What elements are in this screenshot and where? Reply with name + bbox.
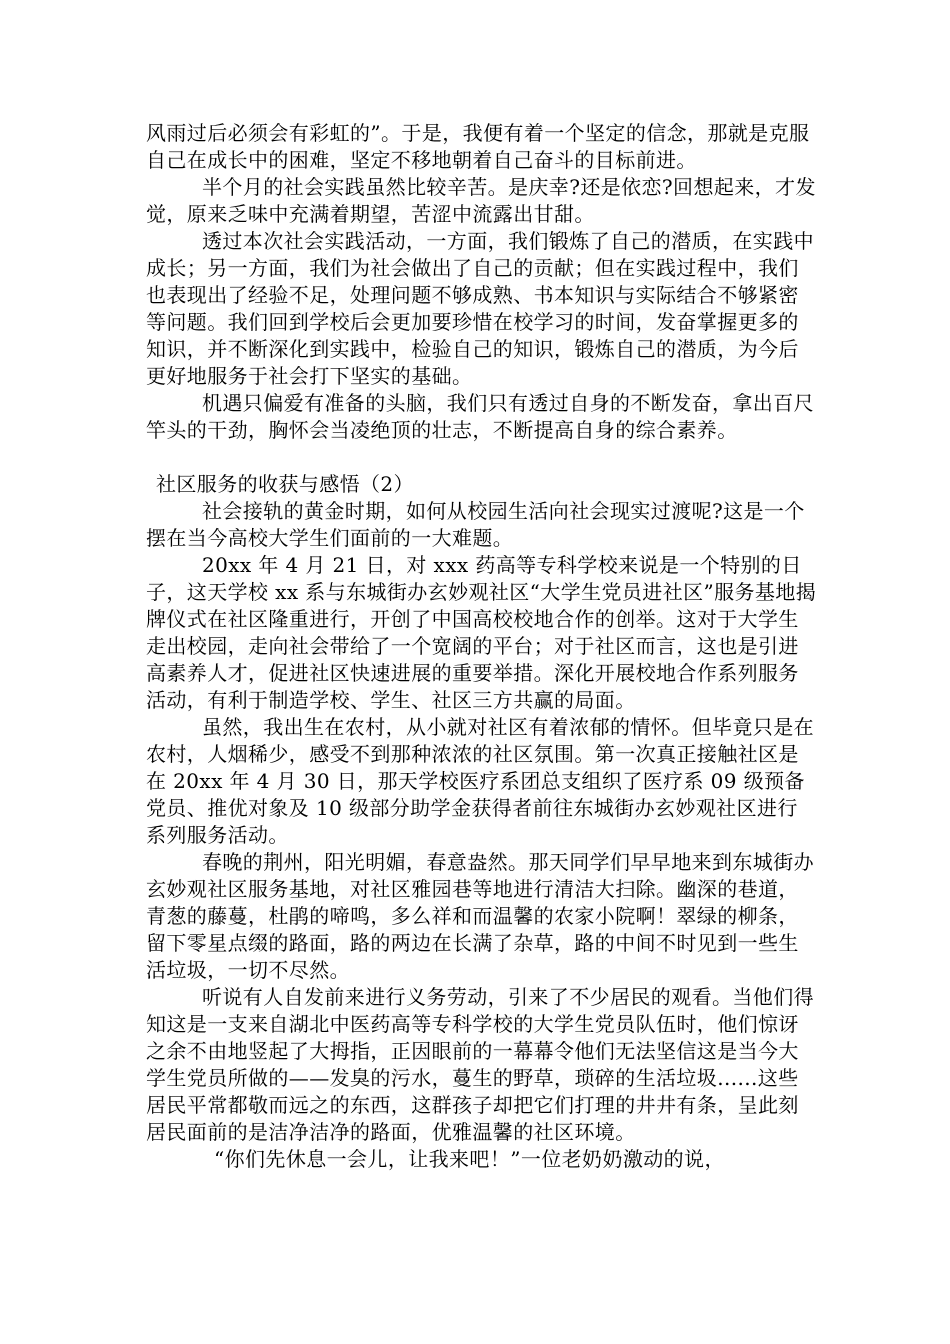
paragraph: 听说有人自发前来进行义务劳动，引来了不少居民的观看。当他们得知这是一支来自湖北中医药高等专科学校的大学生党员队伍时，他们惊讶之余不由地竖起了大拇指，正因眼前的一幕幕令他们无法坚信这是当今大学生党员所做的——发臭的污水，蔓生的野草，琐碎的生活垃圾......这些居民平常都敬而远之的东西，这群孩子却把它们打理的井井有条，呈此刻居民面前的是洁净洁净的路面，优雅温馨的社区环境。: [146, 985, 814, 1144]
paragraph: 半个月的社会实践虽然比较辛苦。是庆幸?还是依恋?回想起来，才发觉，原来乏味中充满着期望，苦涩中流露出甘甜。: [146, 175, 816, 226]
paragraph: 机遇只偏爱有准备的头脑，我们只有透过自身的不断发奋，拿出百尺竿头的干劲，胸怀会当凌绝顶的壮志，不断提高自身的综合素养。: [146, 391, 814, 442]
paragraph: 社会接轨的黄金时期，如何从校园生活向社会现实过渡呢?这是一个摆在当今高校大学生们面前的一大难题。: [146, 499, 805, 550]
document-page: [146, 120, 818, 1173]
paragraph: 虽然，我出生在农村，从小就对社区有着浓郁的情怀。但毕竟只是在农村，人烟稀少，感受不到那种浓浓的社区氛围。第一次真正接触社区是在 20xx 年 4 月 30 日，那天学校医疗系团总支组织了医疗系 09 级预备党员、推优对象及 10 级部分助学金获得者前往东城街办玄妙观社区进行系列服务活动。: [146, 715, 814, 847]
paragraph-continuation: 风雨过后必须会有彩虹的”。于是，我便有着一个坚定的信念，那就是克服自己在成长中的困难，坚定不移地朝着自己奋斗的目标前进。: [146, 121, 810, 172]
section-title: 社区服务的收获与感悟（2）: [156, 472, 414, 496]
paragraph: 透过本次社会实践活动，一方面，我们锻炼了自己的潜质，在实践中成长；另一方面，我们为社会做出了自己的贡献；但在实践过程中，我们也表现出了经验不足，处理问题不够成熟、书本知识与实际结合不够紧密等问题。我们回到学校后会更加要珍惜在校学习的时间，发奋掌握更多的知识，并不断深化到实践中，检验自己的知识，锻炼自己的潜质，为今后更好地服务于社会打下坚实的基础。: [146, 229, 814, 388]
paragraph: 20xx 年 4 月 21 日，对 xxx 药高等专科学校来说是一个特别的日子，这天学校 xx 系与东城街办玄妙观社区“大学生党员进社区”服务基地揭牌仪式在社区隆重进行，开创了中国高校校地合作的创举。这对于大学生走出校园，走向社会带给了一个宽阔的平台；对于社区而言，这也是引进高素养人才，促进社区快速进展的重要举措。深化开展校地合作系列服务活动，有利于制造学校、学生、社区三方共赢的局面。: [146, 553, 817, 712]
paragraph: “你们先休息一会儿，让我来吧！”一位老奶奶激动的说，: [214, 1147, 725, 1171]
paragraph: 春晚的荆州，阳光明媚，春意盎然。那天同学们早早地来到东城街办玄妙观社区服务基地，对社区雅园巷等地进行清洁大扫除。幽深的巷道，青葱的藤蔓，杜鹃的啼鸣，多么祥和而温馨的农家小院啊！翠绿的柳条，留下零星点缀的路面，路的两边在长满了杂草，路的中间不时见到一些生活垃圾，一切不尽然。: [146, 850, 814, 982]
